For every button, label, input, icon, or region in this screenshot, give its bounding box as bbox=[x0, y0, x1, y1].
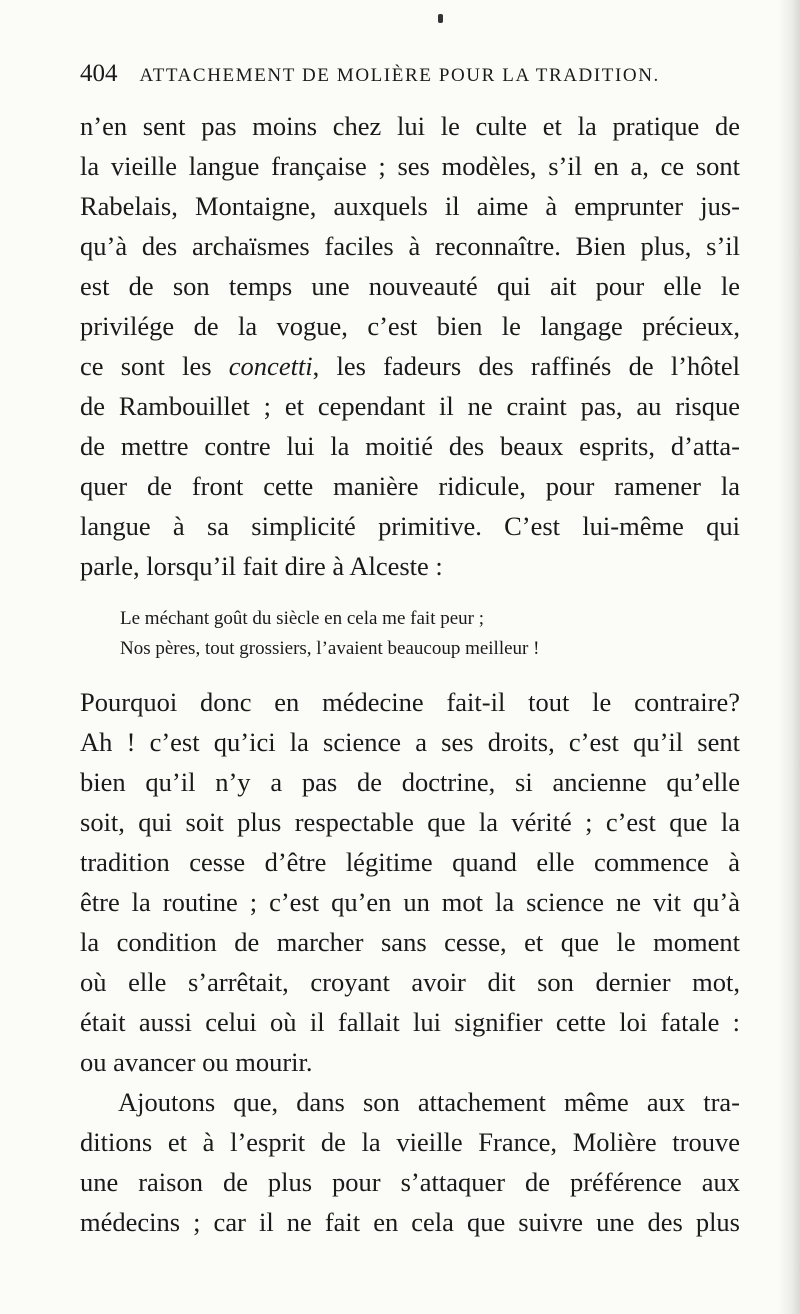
text-line: bien qu’il n’y a pas de doctrine, si ancienne qu’elle bbox=[80, 767, 740, 797]
text-line bbox=[80, 346, 740, 386]
ink-speck bbox=[438, 14, 443, 23]
text-line: de mettre contre lui la moitié des beaux esprits, d’atta- bbox=[80, 431, 740, 461]
text-fragment: ce sont les bbox=[80, 351, 229, 381]
text-line: être la routine ; c’est qu’en un mot la science ne vit qu’à bbox=[80, 887, 740, 917]
text-line: est de son temps une nouveauté qui ait pour elle le bbox=[80, 271, 740, 301]
verse-line: Le méchant goût du siècle en cela me fait peur ; bbox=[120, 608, 485, 629]
text-line: parle, lorsqu’il fait dire à Alceste : bbox=[80, 551, 443, 581]
text-line: médecins ; car il ne fait en cela que suivre une des plus bbox=[80, 1207, 740, 1237]
text-line: était aussi celui où il fallait lui signifier cette loi fatale : bbox=[80, 1007, 740, 1037]
running-head bbox=[80, 60, 740, 96]
text-line: privilége de la vogue, c’est bien le langage précieux, bbox=[80, 311, 740, 341]
text-line: n’en sent pas moins chez lui le culte et la pratique de bbox=[80, 111, 740, 141]
text-line: Pourquoi donc en médecine fait-il tout le contraire? bbox=[80, 687, 740, 717]
text-line: ou avancer ou mourir. bbox=[80, 1047, 313, 1077]
text-fragment: , les fadeurs des raffinés de l’hôtel bbox=[312, 351, 740, 381]
paragraph-1 bbox=[80, 106, 740, 586]
text-line: où elle s’arrêtait, croyant avoir dit son dernier mot, bbox=[80, 967, 740, 997]
running-title: ATTACHEMENT DE MOLIÈRE POUR LA TRADITION. bbox=[139, 65, 660, 86]
text-line: la vieille langue française ; ses modèles, s’il en a, ce sont bbox=[80, 151, 740, 181]
book-page bbox=[80, 60, 740, 1242]
text-line: de Rambouillet ; et cependant il ne craint pas, au risque bbox=[80, 391, 740, 421]
text-line: Rabelais, Montaigne, auxquels il aime à emprunter jus- bbox=[80, 191, 740, 221]
text-line: langue à sa simplicité primitive. C’est lui-même qui bbox=[80, 511, 740, 541]
page-number: 404 bbox=[80, 60, 118, 87]
verse-line: Nos pères, tout grossiers, l’avaient beaucoup meilleur ! bbox=[120, 638, 540, 659]
text-line: quer de front cette manière ridicule, pour ramener la bbox=[80, 471, 740, 501]
text-line: une raison de plus pour s’attaquer de préférence aux bbox=[80, 1167, 740, 1197]
paragraph-3 bbox=[80, 1082, 740, 1242]
text-line: Ajoutons que, dans son attachement même aux tra- bbox=[118, 1087, 740, 1117]
verse-quote bbox=[120, 604, 740, 664]
text-line: la condition de marcher sans cesse, et que le moment bbox=[80, 927, 740, 957]
text-line: tradition cesse d’être légitime quand elle commence à bbox=[80, 847, 740, 877]
italic-term: concetti bbox=[228, 351, 313, 381]
text-line: ditions et à l’esprit de la vieille France, Molière trouve bbox=[80, 1127, 740, 1157]
paragraph-2 bbox=[80, 682, 740, 1082]
text-line: soit, qui soit plus respectable que la vérité ; c’est que la bbox=[80, 807, 740, 837]
text-line: qu’à des archaïsmes faciles à reconnaître. Bien plus, s’il bbox=[80, 231, 740, 261]
page-edge-shadow bbox=[778, 0, 800, 1314]
text-line: Ah ! c’est qu’ici la science a ses droits, c’est qu’il sent bbox=[80, 727, 740, 757]
